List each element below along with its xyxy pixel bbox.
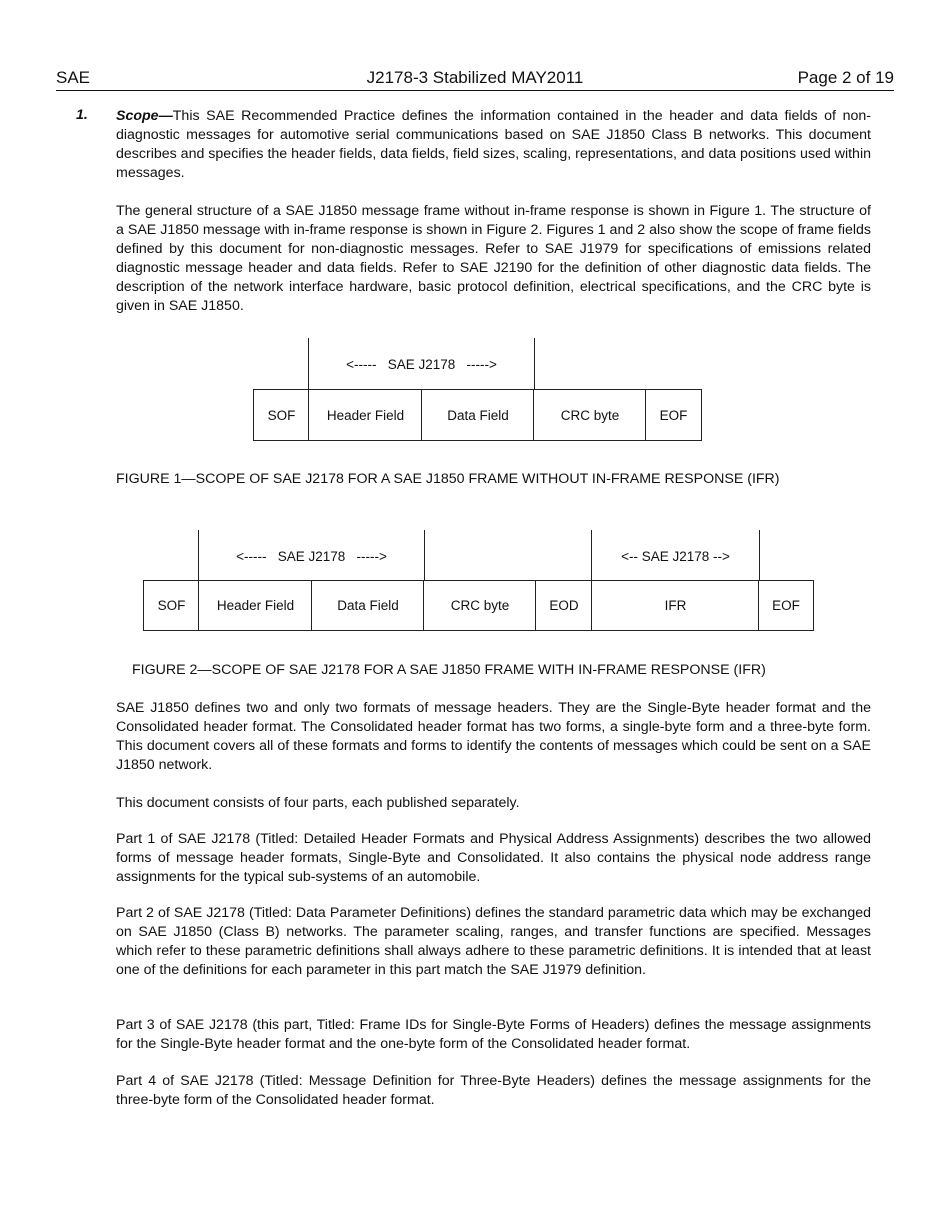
fig2-cell-eof: EOF — [758, 580, 814, 631]
paragraph-part-3: Part 3 of SAE J2178 (this part, Titled: Frame IDs for Single-Byte Forms of Headers) defines the message assignments for the Single-Byte header format and the one-byte form of the Consolidated header format. — [116, 1017, 871, 1052]
paragraph-part-4: Part 4 of SAE J2178 (Titled: Message Definition for Three-Byte Headers) defines the message assignments for the three-byte form of the Consolidated header format. — [116, 1073, 871, 1108]
fig2-scope-bracket-1 — [198, 530, 425, 582]
fig2-cell-header-field: Header Field — [198, 580, 313, 631]
paragraph-four-parts: This document consists of four parts, each published separately. — [116, 795, 520, 811]
page-header — [56, 68, 894, 91]
fig1-cell-sof: SOF — [253, 389, 310, 441]
figure-1-caption: FIGURE 1—SCOPE OF SAE J2178 FOR A SAE J1850 FRAME WITHOUT IN-FRAME RESPONSE (IFR) — [116, 471, 780, 487]
fig2-cell-crc-byte: CRC byte — [423, 580, 537, 631]
fig1-cell-header-field: Header Field — [308, 389, 423, 441]
scope-paragraph — [116, 107, 871, 183]
fig2-scope-label-2: <-- SAE J2178 --> — [621, 548, 730, 564]
fig2-scope-bracket-2 — [591, 530, 760, 582]
scope-label: Scope— — [116, 108, 173, 124]
fig2-scope-label-1: <----- SAE J2178 -----> — [236, 548, 387, 564]
fig1-cell-eof: EOF — [645, 389, 702, 441]
header-doc-id: J2178-3 Stabilized MAY2011 — [366, 68, 584, 87]
header-org: SAE — [56, 68, 91, 87]
paragraph-part-2: Part 2 of SAE J2178 (Titled: Data Parameter Definitions) defines the standard parametric data which may be exchanged on SAE J1850 (Class B) networks. The parameter scaling, ranges, and transfer functions are specified. Messages which refer to these parametric definitions shall always adhere to these parametric definitions. It is intended that at least one of the definitions for each parameter in this part match the SAE J1979 definition. — [116, 905, 871, 978]
fig1-cell-data-field: Data Field — [421, 389, 535, 441]
figure-2-caption: FIGURE 2—SCOPE OF SAE J2178 FOR A SAE J1850 FRAME WITH IN-FRAME RESPONSE (IFR) — [132, 662, 766, 678]
fig1-scope-bracket — [308, 338, 535, 390]
fig2-cell-eod: EOD — [535, 580, 593, 631]
paragraph-part-1: Part 1 of SAE J2178 (Titled: Detailed Header Formats and Physical Address Assignments) describes the two allowed forms of message header formats, Single-Byte and Consolidated. It also contains the physical node address range assignments for the typical sub-systems of an automobile. — [116, 831, 871, 885]
fig2-cell-ifr: IFR — [591, 580, 760, 631]
fig2-cell-sof: SOF — [143, 580, 200, 631]
paragraph-header-formats: SAE J1850 defines two and only two formats of message headers. They are the Single-Byte header format and the Consolidated header format. The Consolidated header format has two forms, a single-byte form and a three-byte form. This document covers all of these formats and forms to identify the contents of messages which could be sent on a SAE J1850 network. — [116, 700, 871, 773]
header-page-number: Page 2 of 19 — [797, 68, 894, 87]
fig2-cell-data-field: Data Field — [311, 580, 425, 631]
fig1-cell-crc-byte: CRC byte — [533, 389, 647, 441]
paragraph-frame-structure: The general structure of a SAE J1850 message frame without in-frame response is shown in Figure 1. The structure of a SAE J1850 message with in-frame response is shown in Figure 2. Figures 1 and 2 also show the scope of frame fields defined by this document for non-diagnostic messages. Refer to SAE J1979 for specifications of emissions related diagnostic message header and data fields. Refer to SAE J2190 for the definition of other diagnostic data fields. The description of the network interface hardware, basic protocol definition, electrical specifications, and the CRC byte is given in SAE J1850. — [116, 203, 871, 314]
section-number: 1. — [76, 107, 88, 123]
scope-text: This SAE Recommended Practice defines the information contained in the header and data fields of non-diagnostic messages for automotive serial communications based on SAE J1850 Class B networks. This document describes and specifies the header fields, data fields, field sizes, scaling, representations, and data positions used within messages. — [116, 108, 871, 181]
fig1-scope-label: <----- SAE J2178 -----> — [346, 356, 497, 372]
